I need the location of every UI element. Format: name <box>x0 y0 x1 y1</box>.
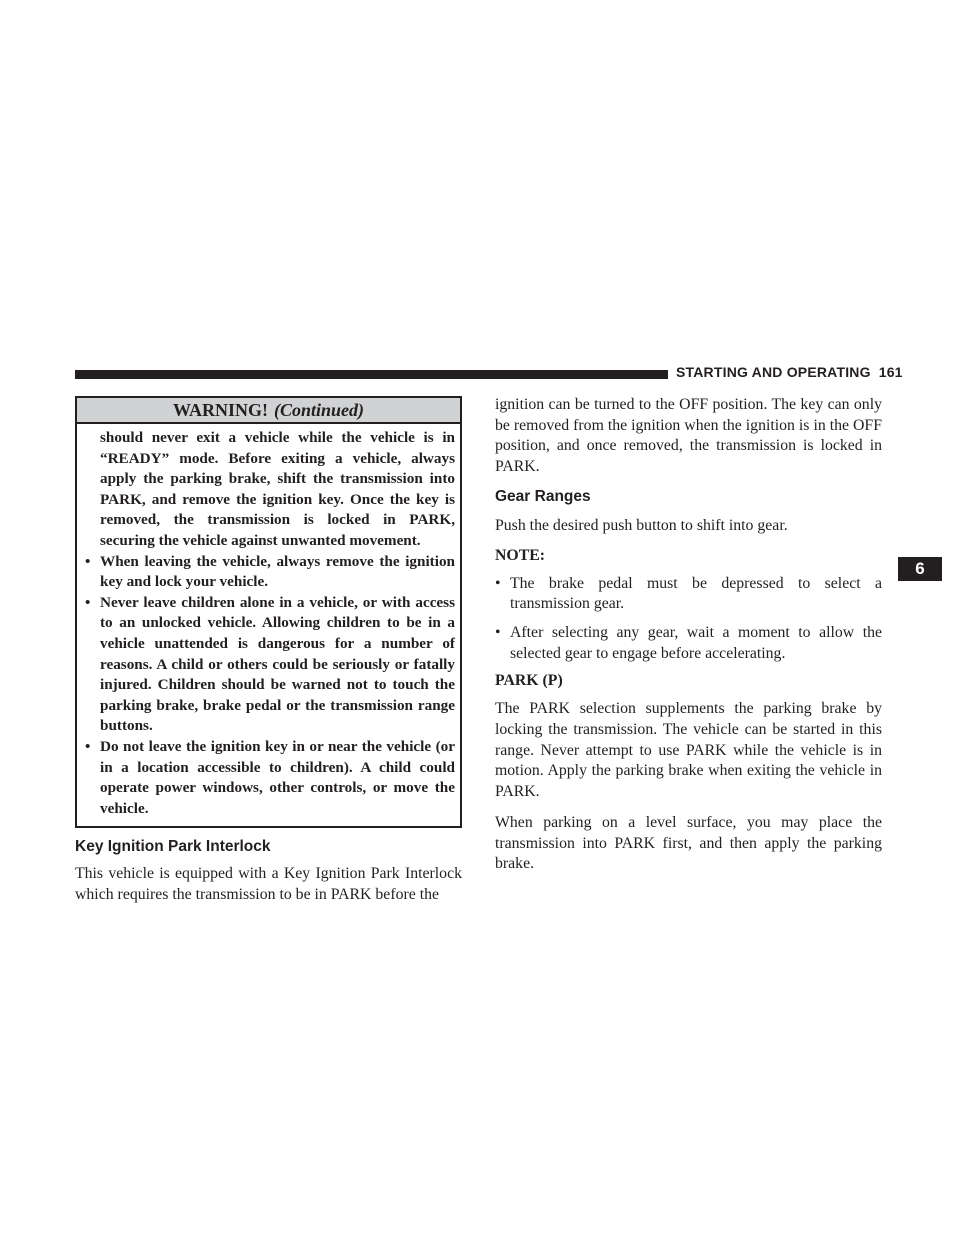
chapter-tab: 6 <box>898 557 942 581</box>
page-number: 161 <box>878 364 903 380</box>
warning-bullet: • Do not leave the ignition key in or near the vehicle (or in a location accessible to children). A child could operate power windows, other controls, or move the vehicle. <box>85 737 455 817</box>
warning-body <box>77 424 460 826</box>
right-column <box>495 395 882 885</box>
park-text-2: When parking on a level surface, you may place the transmission into PARK first, and then apply the parking brake. <box>495 813 882 873</box>
warning-bullet: • When leaving the vehicle, always remove the ignition key and lock your vehicle. <box>85 552 455 591</box>
bullet-icon: • <box>85 737 91 755</box>
note-item: • The brake pedal must be depressed to select a transmission gear. <box>495 574 882 613</box>
bullet-icon: • <box>85 552 91 570</box>
warning-box <box>75 396 462 828</box>
park-heading: PARK (P) <box>495 672 563 690</box>
warning-title-bar <box>77 398 460 424</box>
note-item: • After selecting any gear, wait a moment to allow the selected gear to engage before accelerating. <box>495 623 882 662</box>
warning-continued: (Continued) <box>273 400 365 420</box>
warning-title: WARNING! <box>172 400 268 420</box>
bullet-icon: • <box>85 593 91 611</box>
warning-bullet: • Never leave children alone in a vehicle, or with access to an unlocked vehicle. Allowing children to be in a vehicle unattended is dangerous for a number of reasons. A child or others could be seriously or fatally injured. Children should be warned not to touch the parking brake, brake pedal or the transmission range buttons. <box>85 593 455 735</box>
gear-ranges-text: Push the desired push button to shift into gear. <box>495 516 788 534</box>
left-column <box>75 396 462 906</box>
gear-ranges-heading: Gear Ranges <box>495 487 591 505</box>
header-rule <box>75 370 668 379</box>
warning-bullet-list <box>82 552 455 820</box>
bullet-icon: • <box>495 623 501 641</box>
running-header <box>676 364 903 380</box>
key-interlock-text: This vehicle is equipped with a Key Ignition Park Interlock which requires the transmission to be in PARK before the <box>75 865 462 903</box>
key-interlock-heading: Key Ignition Park Interlock <box>75 838 271 856</box>
note-label: NOTE: <box>495 546 546 564</box>
section-title: STARTING AND OPERATING <box>676 364 871 380</box>
continuation-text: ignition can be turned to the OFF position. The key can only be removed from the ignition when the ignition is in the OFF position, and once removed, the transmission is locked in PARK. <box>495 396 882 476</box>
note-list <box>495 574 882 665</box>
bullet-icon: • <box>495 574 501 592</box>
park-text-1: The PARK selection supplements the parking brake by locking the transmission. The vehicle can be started in this range. Never attempt to use PARK while the vehicle is in motion. Apply the parking brake when exiting the vehicle in PARK. <box>495 700 882 801</box>
warning-lead-text: should never exit a vehicle while the vehicle is in “READY” mode. Before exiting a vehicle, always apply the parking brake, shift the transmission into PARK, and remove the ignition key. Once the key is removed, the transmission is locked in PARK, securing the vehicle against unwanted movement. <box>100 429 455 549</box>
